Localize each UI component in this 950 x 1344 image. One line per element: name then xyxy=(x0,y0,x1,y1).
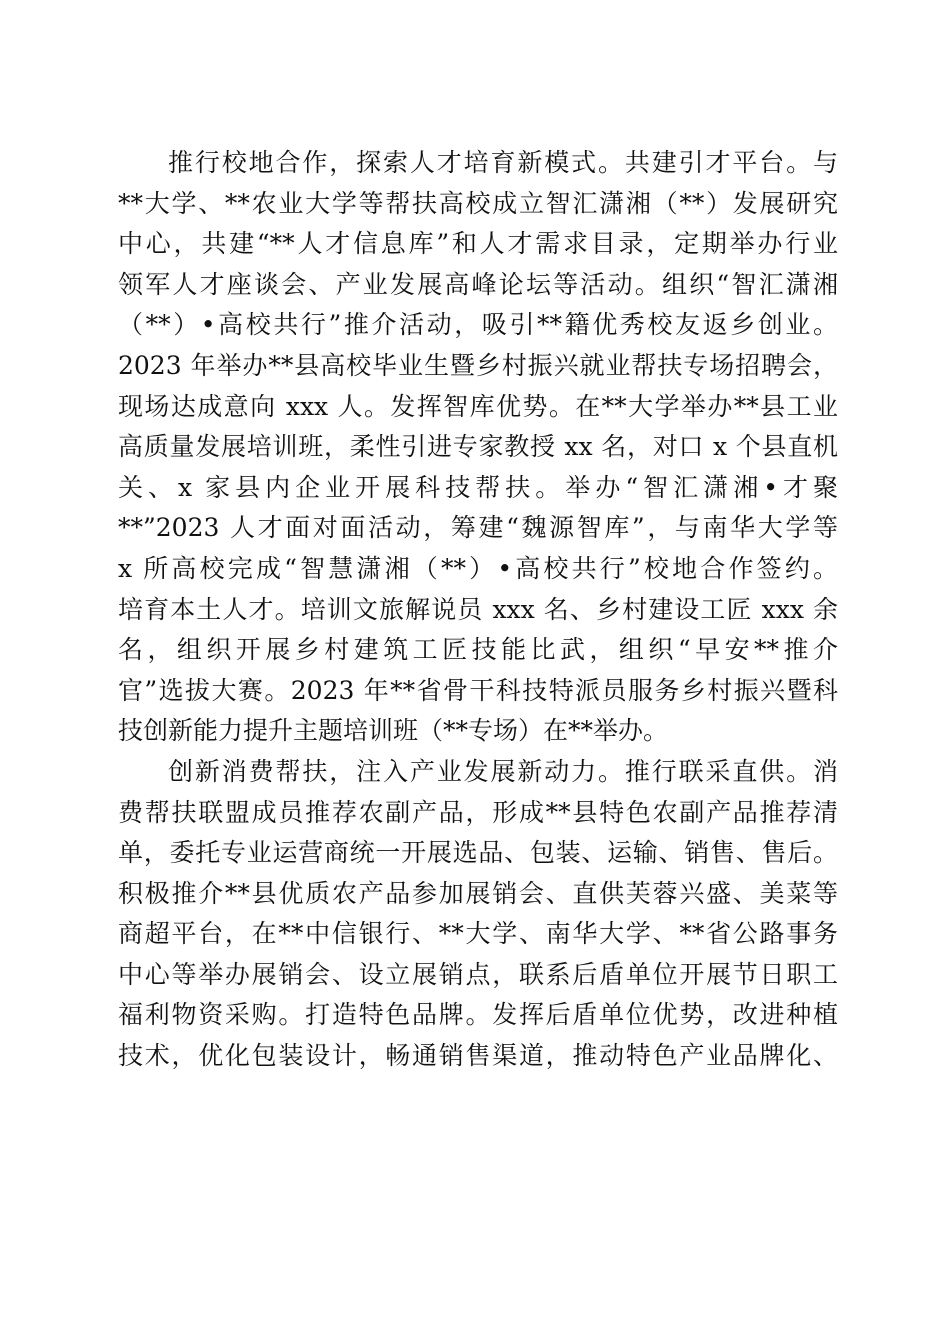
paragraph-line: **大学、**农业大学等帮扶高校成立智汇潇湘（**）发展研究 xyxy=(118,188,838,218)
paragraph-line: 2023 年举办**县高校毕业生暨乡村振兴就业帮扶专场招聘会， xyxy=(118,350,838,380)
paragraph-line: 官”选拔大赛。2023 年**省骨干科技特派员服务乡村振兴暨科 xyxy=(118,675,838,705)
paragraph-line: 技术，优化包装设计，畅通销售渠道，推动特色产业品牌化、 xyxy=(118,1041,838,1071)
paragraph-line: 现场达成意向 xxx 人。发挥智库优势。在**大学举办**县工业 xyxy=(118,391,838,421)
paragraph-line: 技创新能力提升主题培训班（**专场）在**举办。 xyxy=(118,716,669,746)
paragraph-line: 培育本土人才。培训文旅解说员 xxx 名、乡村建设工匠 xxx 余 xyxy=(118,594,838,624)
paragraph-talent-cooperation xyxy=(118,143,838,752)
paragraph-line: 创新消费帮扶，注入产业发展新动力。推行联采直供。消 xyxy=(168,756,838,786)
paragraph-line: 中心，共建“**人才信息库”和人才需求目录，定期举办行业 xyxy=(118,229,838,259)
paragraph-line: 费帮扶联盟成员推荐农副产品，形成**县特色农副产品推荐清 xyxy=(118,797,838,827)
paragraph-line: 单，委托专业运营商统一开展选品、包装、运输、销售、售后。 xyxy=(118,838,838,868)
paragraph-consumption-support xyxy=(118,752,838,1077)
paragraph-line: 推行校地合作，探索人才培育新模式。共建引才平台。与 xyxy=(168,148,838,177)
paragraph-line: **”2023 人才面对面活动，筹建“魏源智库”，与南华大学等 xyxy=(118,513,838,543)
paragraph-line: 积极推介**县优质农产品参加展销会、直供芙蓉兴盛、美菜等 xyxy=(118,878,838,908)
paragraph-line: 商超平台，在**中信银行、**大学、南华大学、**省公路事务 xyxy=(118,919,838,949)
paragraph-line: 中心等举办展销会、设立展销点，联系后盾单位开展节日职工 xyxy=(118,959,838,989)
paragraph-line: 福利物资采购。打造特色品牌。发挥后盾单位优势，改进种植 xyxy=(118,1000,838,1030)
paragraph-line: （**）•高校共行”推介活动，吸引**籍优秀校友返乡创业。 xyxy=(118,310,838,340)
paragraph-line: 关、x 家县内企业开展科技帮扶。举办“智汇潇湘•才聚 xyxy=(118,472,838,502)
paragraph-line: 名，组织开展乡村建筑工匠技能比武，组织“早安**推介 xyxy=(118,635,838,665)
paragraph-line: 高质量发展培训班，柔性引进专家教授 xx 名，对口 x 个县直机 xyxy=(118,432,838,462)
paragraph-line: x 所高校完成“智慧潇湘（**）•高校共行”校地合作签约。 xyxy=(118,553,838,583)
document-body xyxy=(118,143,838,1077)
paragraph-line: 领军人才座谈会、产业发展高峰论坛等活动。组织“智汇潇湘 xyxy=(118,269,838,299)
